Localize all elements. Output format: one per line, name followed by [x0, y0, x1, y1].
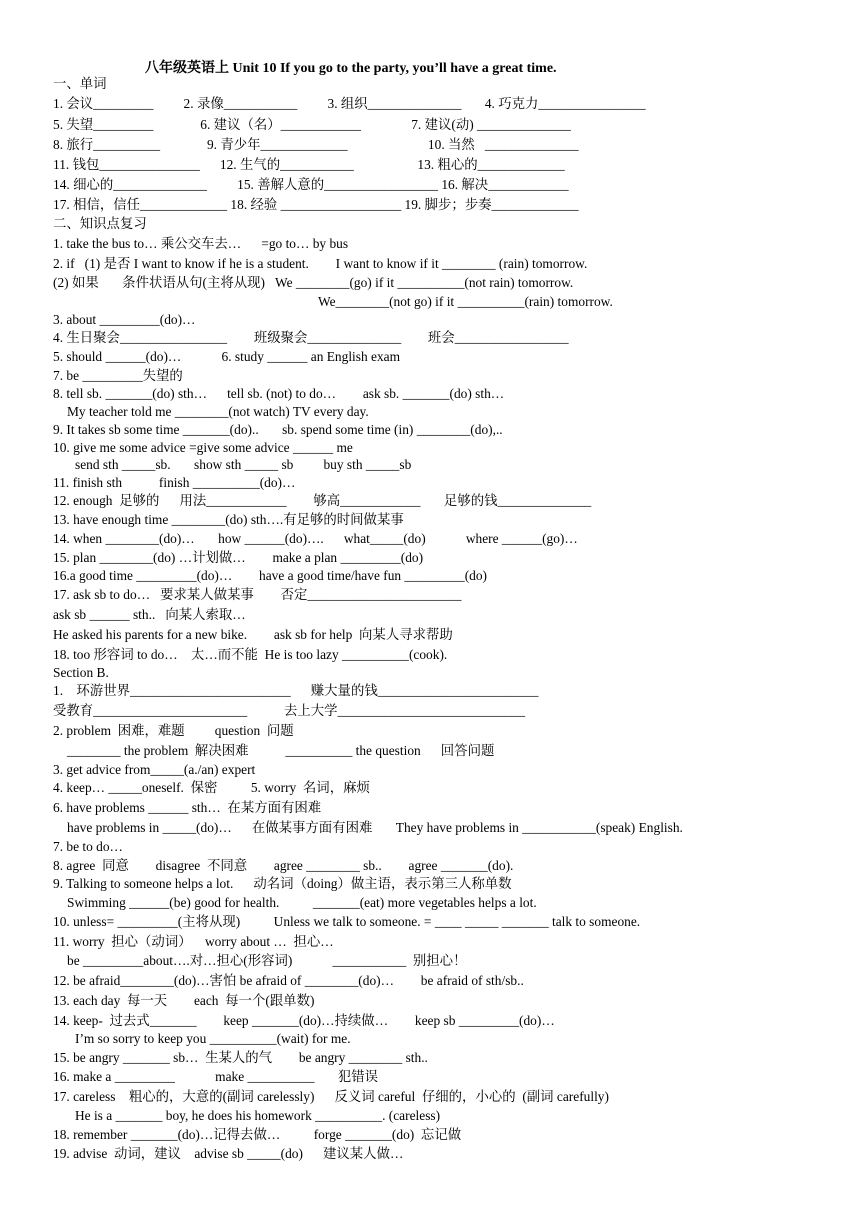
worksheet-line: 7. be to do…	[53, 839, 123, 854]
worksheet-line: Section B.	[53, 665, 109, 680]
worksheet-line: 10. unless= _________(主将从现) Unless we talk to someone. = ____ _____ _______ talk to someone.	[53, 914, 641, 929]
worksheet-line: 17. careless 粗心的，大意的(副词 carelessly) 反义词 careful 仔细的，小心的 (副词 carefully)	[53, 1089, 609, 1104]
worksheet-line: 9. It takes sb some time _______(do).. sb. spend some time (in) ________(do),..	[53, 422, 503, 437]
worksheet-line: 11. worry 担心（动词） worry about … 担心…	[53, 934, 334, 949]
worksheet-line: 4. 生日聚会________________ 班级聚会______________ 班会_________________	[53, 330, 569, 345]
worksheet-line: 3. get advice from_____(a./an) expert	[53, 762, 256, 777]
worksheet-line: 14. 细心的______________ 15. 善解人意的_________________ 16. 解决____________	[53, 177, 569, 192]
worksheet-line: 8. 旅行__________ 9. 青少年_____________ 10. 当然 ______________	[53, 137, 579, 152]
worksheet-line: 18. too 形容词 to do… 太…而不能 He is too lazy __________(cook).	[53, 647, 448, 662]
worksheet-line: I’m so sorry to keep you __________(wait) for me.	[75, 1031, 351, 1046]
worksheet-line: We________(not go) if it __________(rain) tomorrow.	[318, 294, 613, 309]
worksheet-line: 14. when ________(do)… how ______(do)…. what_____(do) where ______(go)…	[53, 531, 578, 546]
worksheet-line: 11. 钱包_______________ 12. 生气的___________ 13. 粗心的_____________	[53, 157, 565, 172]
worksheet-line: He is a _______ boy, he does his homework __________. (careless)	[75, 1108, 441, 1123]
worksheet-line: have problems in _____(do)… 在做某事方面有困难 They have problems in ___________(speak) English.	[67, 820, 683, 835]
worksheet-line: 8. agree 同意 disagree 不同意 agree ________ sb.. agree _______(do).	[53, 858, 514, 873]
worksheet-line: 1. take the bus to… 乘公交车去… =go to… by bus	[53, 236, 349, 251]
worksheet-line: 12. enough 足够的 用法____________ 够高____________ 足够的钱______________	[53, 493, 592, 508]
worksheet-line: 2. if (1) 是否 I want to know if he is a student. I want to know if it ________ (rain) tomorrow.	[53, 256, 588, 271]
worksheet-line: 13. have enough time ________(do) sth….有足够的时间做某事	[53, 512, 404, 527]
worksheet-line: 15. be angry _______ sb… 生某人的气 be angry ________ sth..	[53, 1050, 428, 1065]
worksheet-line: 16.a good time _________(do)… have a good time/have fun _________(do)	[53, 568, 487, 583]
worksheet-line: 1. 会议_________ 2. 录像___________ 3. 组织______________ 4. 巧克力________________	[53, 96, 646, 111]
worksheet-line: 19. advise 动词，建议 advise sb _____(do) 建议某人做…	[53, 1146, 404, 1161]
worksheet-line: 2. problem 困难，难题 question 问题	[53, 723, 294, 738]
worksheet-line: 5. 失望_________ 6. 建议（名）____________ 7. 建议(动) ______________	[53, 117, 571, 132]
worksheet-line: 18. remember _______(do)…记得去做… forge _______(do) 忘记做	[53, 1127, 462, 1142]
worksheet-line: (2) 如果 条件状语从句(主将从现) We ________(go) if it __________(not rain) tomorrow.	[53, 275, 574, 290]
worksheet-line: 4. keep… _____oneself. 保密 5. worry 名词，麻烦	[53, 780, 370, 795]
worksheet-line: 6. have problems ______ sth… 在某方面有困难	[53, 800, 322, 815]
worksheet-line: 17. 相信，信任_____________ 18. 经验 __________________ 19. 脚步；步奏_____________	[53, 197, 579, 212]
worksheet-line: 3. about _________(do)…	[53, 312, 196, 327]
worksheet-line: 12. be afraid________(do)…害怕 be afraid of ________(do)… be afraid of sth/sb..	[53, 973, 524, 988]
worksheet-line: 受教育_______________________ 去上大学____________________________	[53, 703, 526, 718]
worksheet-line: 8. tell sb. _______(do) sth… tell sb. (not) to do… ask sb. _______(do) sth…	[53, 386, 505, 401]
worksheet-line: ________ the problem 解决困难 __________ the question 回答问题	[67, 743, 495, 758]
worksheet-line: 7. be _________失望的	[53, 368, 183, 383]
worksheet-line: He asked his parents for a new bike. ask sb for help 向某人寻求帮助	[53, 627, 453, 642]
worksheet-line: 14. keep- 过去式_______ keep _______(do)…持续做… keep sb _________(do)…	[53, 1013, 555, 1028]
worksheet-line: 16. make a _________ make __________ 犯错误	[53, 1069, 379, 1084]
worksheet-line: ask sb ______ sth.. 向某人索取…	[53, 607, 246, 622]
worksheet-line: 1. 环游世界________________________ 赚大量的钱________________________	[53, 683, 539, 698]
worksheet-line: 10. give me some advice =give some advice ______ me	[53, 440, 353, 455]
worksheet-line: 15. plan ________(do) …计划做… make a plan _________(do)	[53, 550, 424, 565]
worksheet-line: be _________about….对…担心(形容词) ___________ 别担心！	[67, 953, 467, 968]
worksheet-line: 13. each day 每一天 each 每一个(跟单数)	[53, 993, 315, 1008]
page-title: 八年级英语上 Unit 10 If you go to the party, you’ll have a great time.	[145, 61, 557, 76]
worksheet-line: 9. Talking to someone helps a lot. 动名词（doing）做主语，表示第三人称单数	[53, 876, 512, 891]
worksheet-line: 二、知识点复习	[53, 216, 147, 231]
worksheet-line: My teacher told me ________(not watch) TV every day.	[67, 404, 369, 419]
worksheet-line: send sth _____sb. show sth _____ sb buy sth _____sb	[75, 457, 412, 472]
worksheet-line: 一、单词	[53, 76, 107, 91]
worksheet-line: 17. ask sb to do… 要求某人做某事 否定_______________________	[53, 587, 462, 602]
worksheet-line: 11. finish sth finish __________(do)…	[53, 475, 296, 490]
worksheet-line: 5. should ______(do)… 6. study ______ an English exam	[53, 349, 401, 364]
worksheet-line: Swimming ______(be) good for health. _______(eat) more vegetables helps a lot.	[67, 895, 537, 910]
